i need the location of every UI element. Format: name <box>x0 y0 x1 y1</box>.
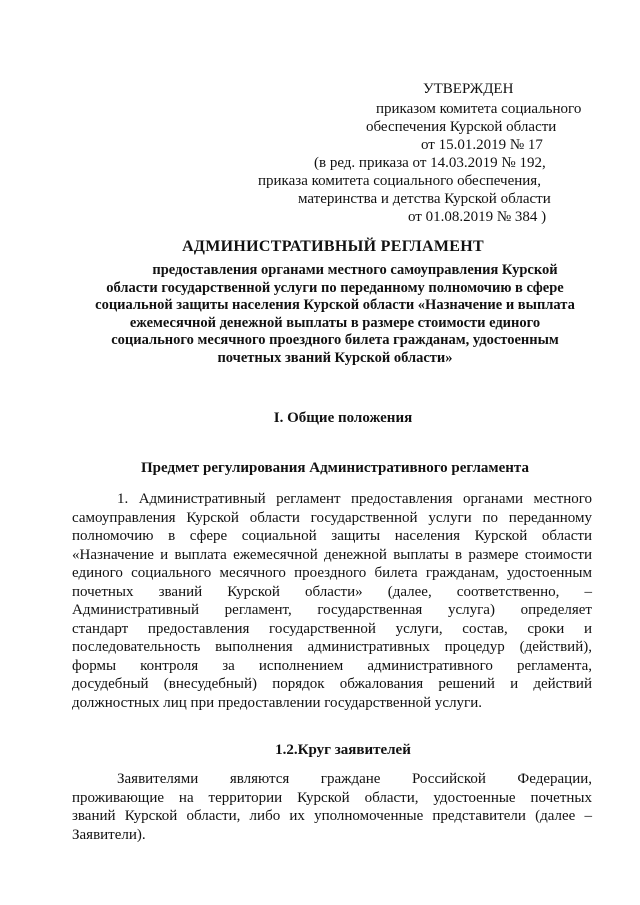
approval-line: приказом комитета социального <box>376 101 582 117</box>
approval-line: от 15.01.2019 № 17 <box>421 137 543 153</box>
paragraph-line: должностных лиц при предоставлении государственной услуги. <box>72 694 482 711</box>
paragraph-line: досудебный (внесудебный) порядок обжалования решений и действий <box>72 676 592 692</box>
approval-line: (в ред. приказа от 14.03.2019 № 192, <box>314 155 546 171</box>
paragraph-line: Заявителями являются граждане Российской Федерации, <box>117 771 592 787</box>
paragraph-line: званий Курской области, либо их уполномоченные представители (далее – <box>72 808 592 824</box>
paragraph-line: последовательность выполнения административных процедур (действий), <box>72 639 592 655</box>
paragraph-line: формы контроля за исполнением административного регламента, <box>72 657 592 674</box>
document-subtitle <box>70 262 600 367</box>
approval-line: приказа комитета социального обеспечения, <box>258 173 541 189</box>
subtitle-line: области государственной услуги по переданному полномочию в сфере <box>106 279 564 296</box>
paragraph-line: единого социального месячного проездного билета гражданам, удостоенным <box>72 565 592 581</box>
section-heading-general: I. Общие положения <box>273 410 413 426</box>
section-heading-applicants: 1.2.Круг заявителей <box>275 742 411 758</box>
subtitle-line: предоставления органами местного самоуправления Курской <box>152 262 558 278</box>
section-heading-subject: Предмет регулирования Административного регламента <box>141 460 529 476</box>
paragraph-line: стандарт предоставления государственной услуги, состав, сроки и <box>72 620 592 637</box>
paragraph-line: почетных званий Курской области» (далее, соответственно, – <box>72 583 592 600</box>
paragraph-line: 1. Административный регламент предоставления органами местного <box>117 491 592 507</box>
paragraph-applicants <box>72 770 592 844</box>
approval-title: УТВЕРЖДЕН <box>423 81 514 97</box>
subtitle-line: социальной защиты населения Курской области «Назначение и выплата <box>95 297 575 313</box>
approval-line: материнства и детства Курской области <box>298 191 551 207</box>
paragraph-line: проживающие на территории Курской области, удостоенные почетных <box>72 789 592 806</box>
paragraph-line: «Назначение и выплата ежемесячной денежной выплаты в размере стоимости <box>72 546 592 563</box>
subtitle-line: почетных званий Курской области» <box>217 349 453 366</box>
paragraph-line: самоуправления Курской области государственной услуги по переданному <box>72 509 592 526</box>
approval-line: обеспечения Курской области <box>366 119 557 135</box>
paragraph-line: полномочию в сфере социальной защиты населения Курской области <box>72 528 592 544</box>
approval-block <box>250 80 590 226</box>
document-title: АДМИНИСТРАТИВНЫЙ РЕГЛАМЕНТ <box>182 238 484 255</box>
subtitle-line: социального месячного проездного билета гражданам, удостоенным <box>111 332 559 348</box>
subtitle-line: ежемесячной денежной выплаты в размере стоимости единого <box>129 314 541 331</box>
approval-line: от 01.08.2019 № 384 ) <box>408 209 547 225</box>
paragraph-subject <box>72 490 592 712</box>
paragraph-line: Заявители). <box>72 826 146 843</box>
paragraph-line: Административный регламент, государственная услуга) определяет <box>72 602 592 618</box>
